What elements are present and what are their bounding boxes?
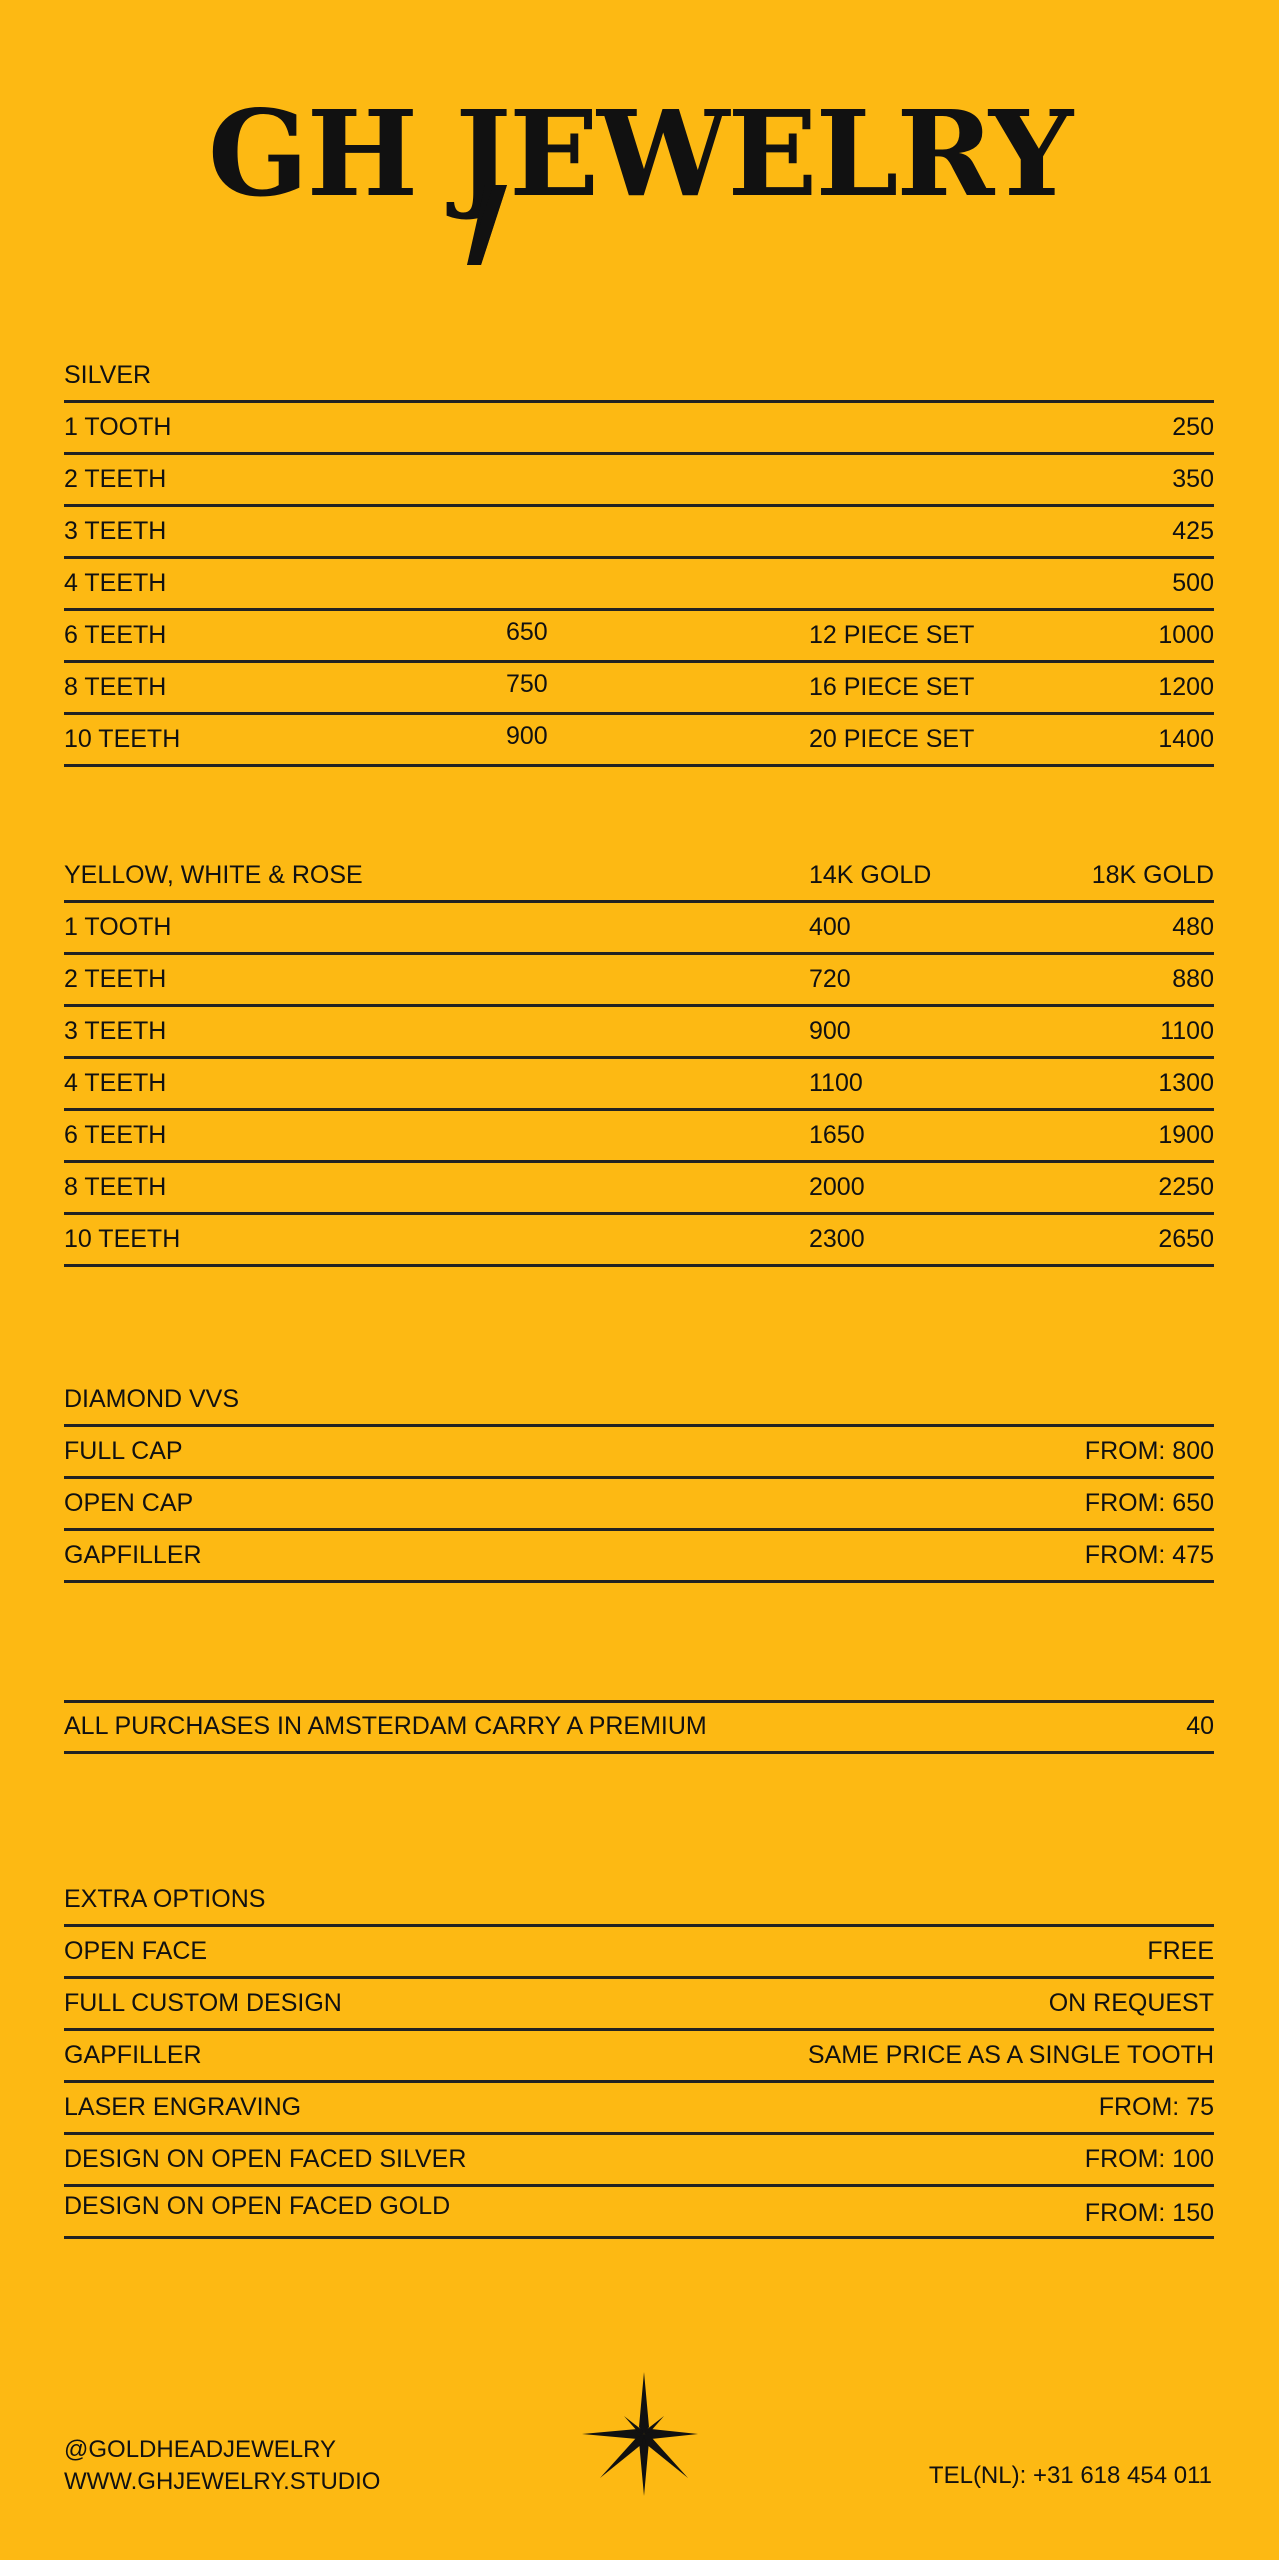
gold-section — [64, 862, 1214, 1267]
set-price: 1200 — [1158, 673, 1214, 701]
extras-title: EXTRA OPTIONS — [64, 1885, 266, 1913]
price-row — [64, 1927, 1214, 1979]
diamond-header — [64, 1386, 1214, 1427]
item-label: LASER ENGRAVING — [64, 2093, 302, 2121]
price-row — [64, 559, 1214, 611]
diamond-title: DIAMOND VVS — [64, 1385, 240, 1413]
item-label: FULL CUSTOM DESIGN — [64, 1989, 342, 2017]
price-row — [64, 1979, 1214, 2031]
price-14k: 2000 — [809, 1173, 865, 1201]
diamond-section — [64, 1386, 1214, 1583]
extras-header — [64, 1886, 1214, 1927]
item-label: 2 TEETH — [64, 965, 167, 993]
item-label: 6 TEETH — [64, 1121, 167, 1149]
set-price: 1400 — [1158, 725, 1214, 753]
item-label: 3 TEETH — [64, 517, 167, 545]
price-14k: 900 — [809, 1017, 851, 1045]
price-row — [64, 1215, 1214, 1267]
brand-logo: GH JEWELRY — [207, 84, 1072, 223]
price-18k: 2250 — [1158, 1173, 1214, 1201]
price-14k: 2300 — [809, 1225, 865, 1253]
item-label: 10 TEETH — [64, 1225, 181, 1253]
set-label: 12 PIECE SET — [809, 621, 975, 649]
premium-row — [64, 1700, 1214, 1754]
item-label: OPEN FACE — [64, 1937, 208, 1965]
price-18k: 1300 — [1158, 1069, 1214, 1097]
item-label: OPEN CAP — [64, 1489, 194, 1517]
price-row — [64, 663, 1214, 715]
item-price: FROM: 475 — [1084, 1541, 1214, 1569]
price-row — [64, 507, 1214, 559]
footer-phone[interactable]: TEL(NL): +31 618 454 011 — [928, 2462, 1212, 2489]
item-label: GAPFILLER — [64, 2041, 202, 2069]
set-price: 1000 — [1158, 621, 1214, 649]
price-row — [64, 903, 1214, 955]
item-price: 650 — [506, 618, 548, 646]
price-row — [64, 2031, 1214, 2083]
gold-18k-header: 18K GOLD — [1091, 861, 1214, 889]
price-row — [64, 2187, 1214, 2239]
price-row — [64, 955, 1214, 1007]
price-14k: 720 — [809, 965, 851, 993]
price-row — [64, 2135, 1214, 2187]
item-price: FROM: 100 — [1084, 2145, 1214, 2173]
premium-value: 40 — [1186, 1712, 1214, 1740]
silver-section — [64, 362, 1214, 767]
price-14k: 400 — [809, 913, 851, 941]
item-price: 250 — [1172, 413, 1214, 441]
price-row — [64, 715, 1214, 767]
gold-title: YELLOW, WHITE & ROSE — [64, 861, 363, 889]
website-link[interactable]: WWW.GHJEWELRY.STUDIO — [64, 2468, 381, 2495]
item-price: FROM: 150 — [1084, 2199, 1214, 2227]
price-18k: 1100 — [1160, 1017, 1214, 1045]
item-label: 3 TEETH — [64, 1017, 167, 1045]
item-price: FROM: 800 — [1084, 1437, 1214, 1465]
price-18k: 2650 — [1158, 1225, 1214, 1253]
price-14k: 1100 — [809, 1069, 863, 1097]
item-label: DESIGN ON OPEN FACED GOLD — [64, 2192, 451, 2220]
footer-contact — [64, 2434, 380, 2498]
gold-header — [64, 862, 1214, 903]
extras-section — [64, 1886, 1214, 2239]
price-row — [64, 2083, 1214, 2135]
silver-header — [64, 362, 1214, 403]
item-label: 4 TEETH — [64, 569, 167, 597]
item-label: 1 TOOTH — [64, 913, 172, 941]
price-row — [64, 611, 1214, 663]
item-label: 1 TOOTH — [64, 413, 172, 441]
set-label: 16 PIECE SET — [809, 673, 975, 701]
item-label: 8 TEETH — [64, 1173, 167, 1201]
instagram-link[interactable]: @GOLDHEADJEWELRY — [64, 2436, 336, 2463]
item-price: 750 — [506, 670, 548, 698]
item-price: 425 — [1172, 517, 1214, 545]
price-row — [64, 1111, 1214, 1163]
silver-title: SILVER — [64, 361, 152, 389]
item-label: 8 TEETH — [64, 673, 167, 701]
item-price: FREE — [1147, 1937, 1214, 1965]
price-row — [64, 1163, 1214, 1215]
item-price: 500 — [1172, 569, 1214, 597]
price-18k: 880 — [1172, 965, 1214, 993]
price-row — [64, 1531, 1214, 1583]
item-price: ON REQUEST — [1048, 1989, 1214, 2017]
item-price: SAME PRICE AS A SINGLE TOOTH — [807, 2041, 1214, 2069]
price-row — [64, 403, 1214, 455]
compass-star-icon — [582, 2372, 706, 2496]
price-row — [64, 1007, 1214, 1059]
premium-label: ALL PURCHASES IN AMSTERDAM CARRY A PREMIUM — [64, 1712, 707, 1740]
price-row — [64, 1427, 1214, 1479]
item-price: 350 — [1172, 465, 1214, 493]
item-price: FROM: 650 — [1084, 1489, 1214, 1517]
item-label: 6 TEETH — [64, 621, 167, 649]
item-price: FROM: 75 — [1098, 2093, 1214, 2121]
price-18k: 1900 — [1158, 1121, 1214, 1149]
item-label: GAPFILLER — [64, 1541, 202, 1569]
item-label: 10 TEETH — [64, 725, 181, 753]
item-label: 2 TEETH — [64, 465, 167, 493]
price-row — [64, 455, 1214, 507]
item-price: 900 — [506, 722, 548, 750]
price-row — [64, 1059, 1214, 1111]
price-row — [64, 1479, 1214, 1531]
item-label: 4 TEETH — [64, 1069, 167, 1097]
item-label: FULL CAP — [64, 1437, 183, 1465]
price-14k: 1650 — [809, 1121, 865, 1149]
gold-14k-header: 14K GOLD — [809, 861, 932, 889]
price-18k: 480 — [1172, 913, 1214, 941]
item-label: DESIGN ON OPEN FACED SILVER — [64, 2145, 467, 2173]
set-label: 20 PIECE SET — [809, 725, 975, 753]
